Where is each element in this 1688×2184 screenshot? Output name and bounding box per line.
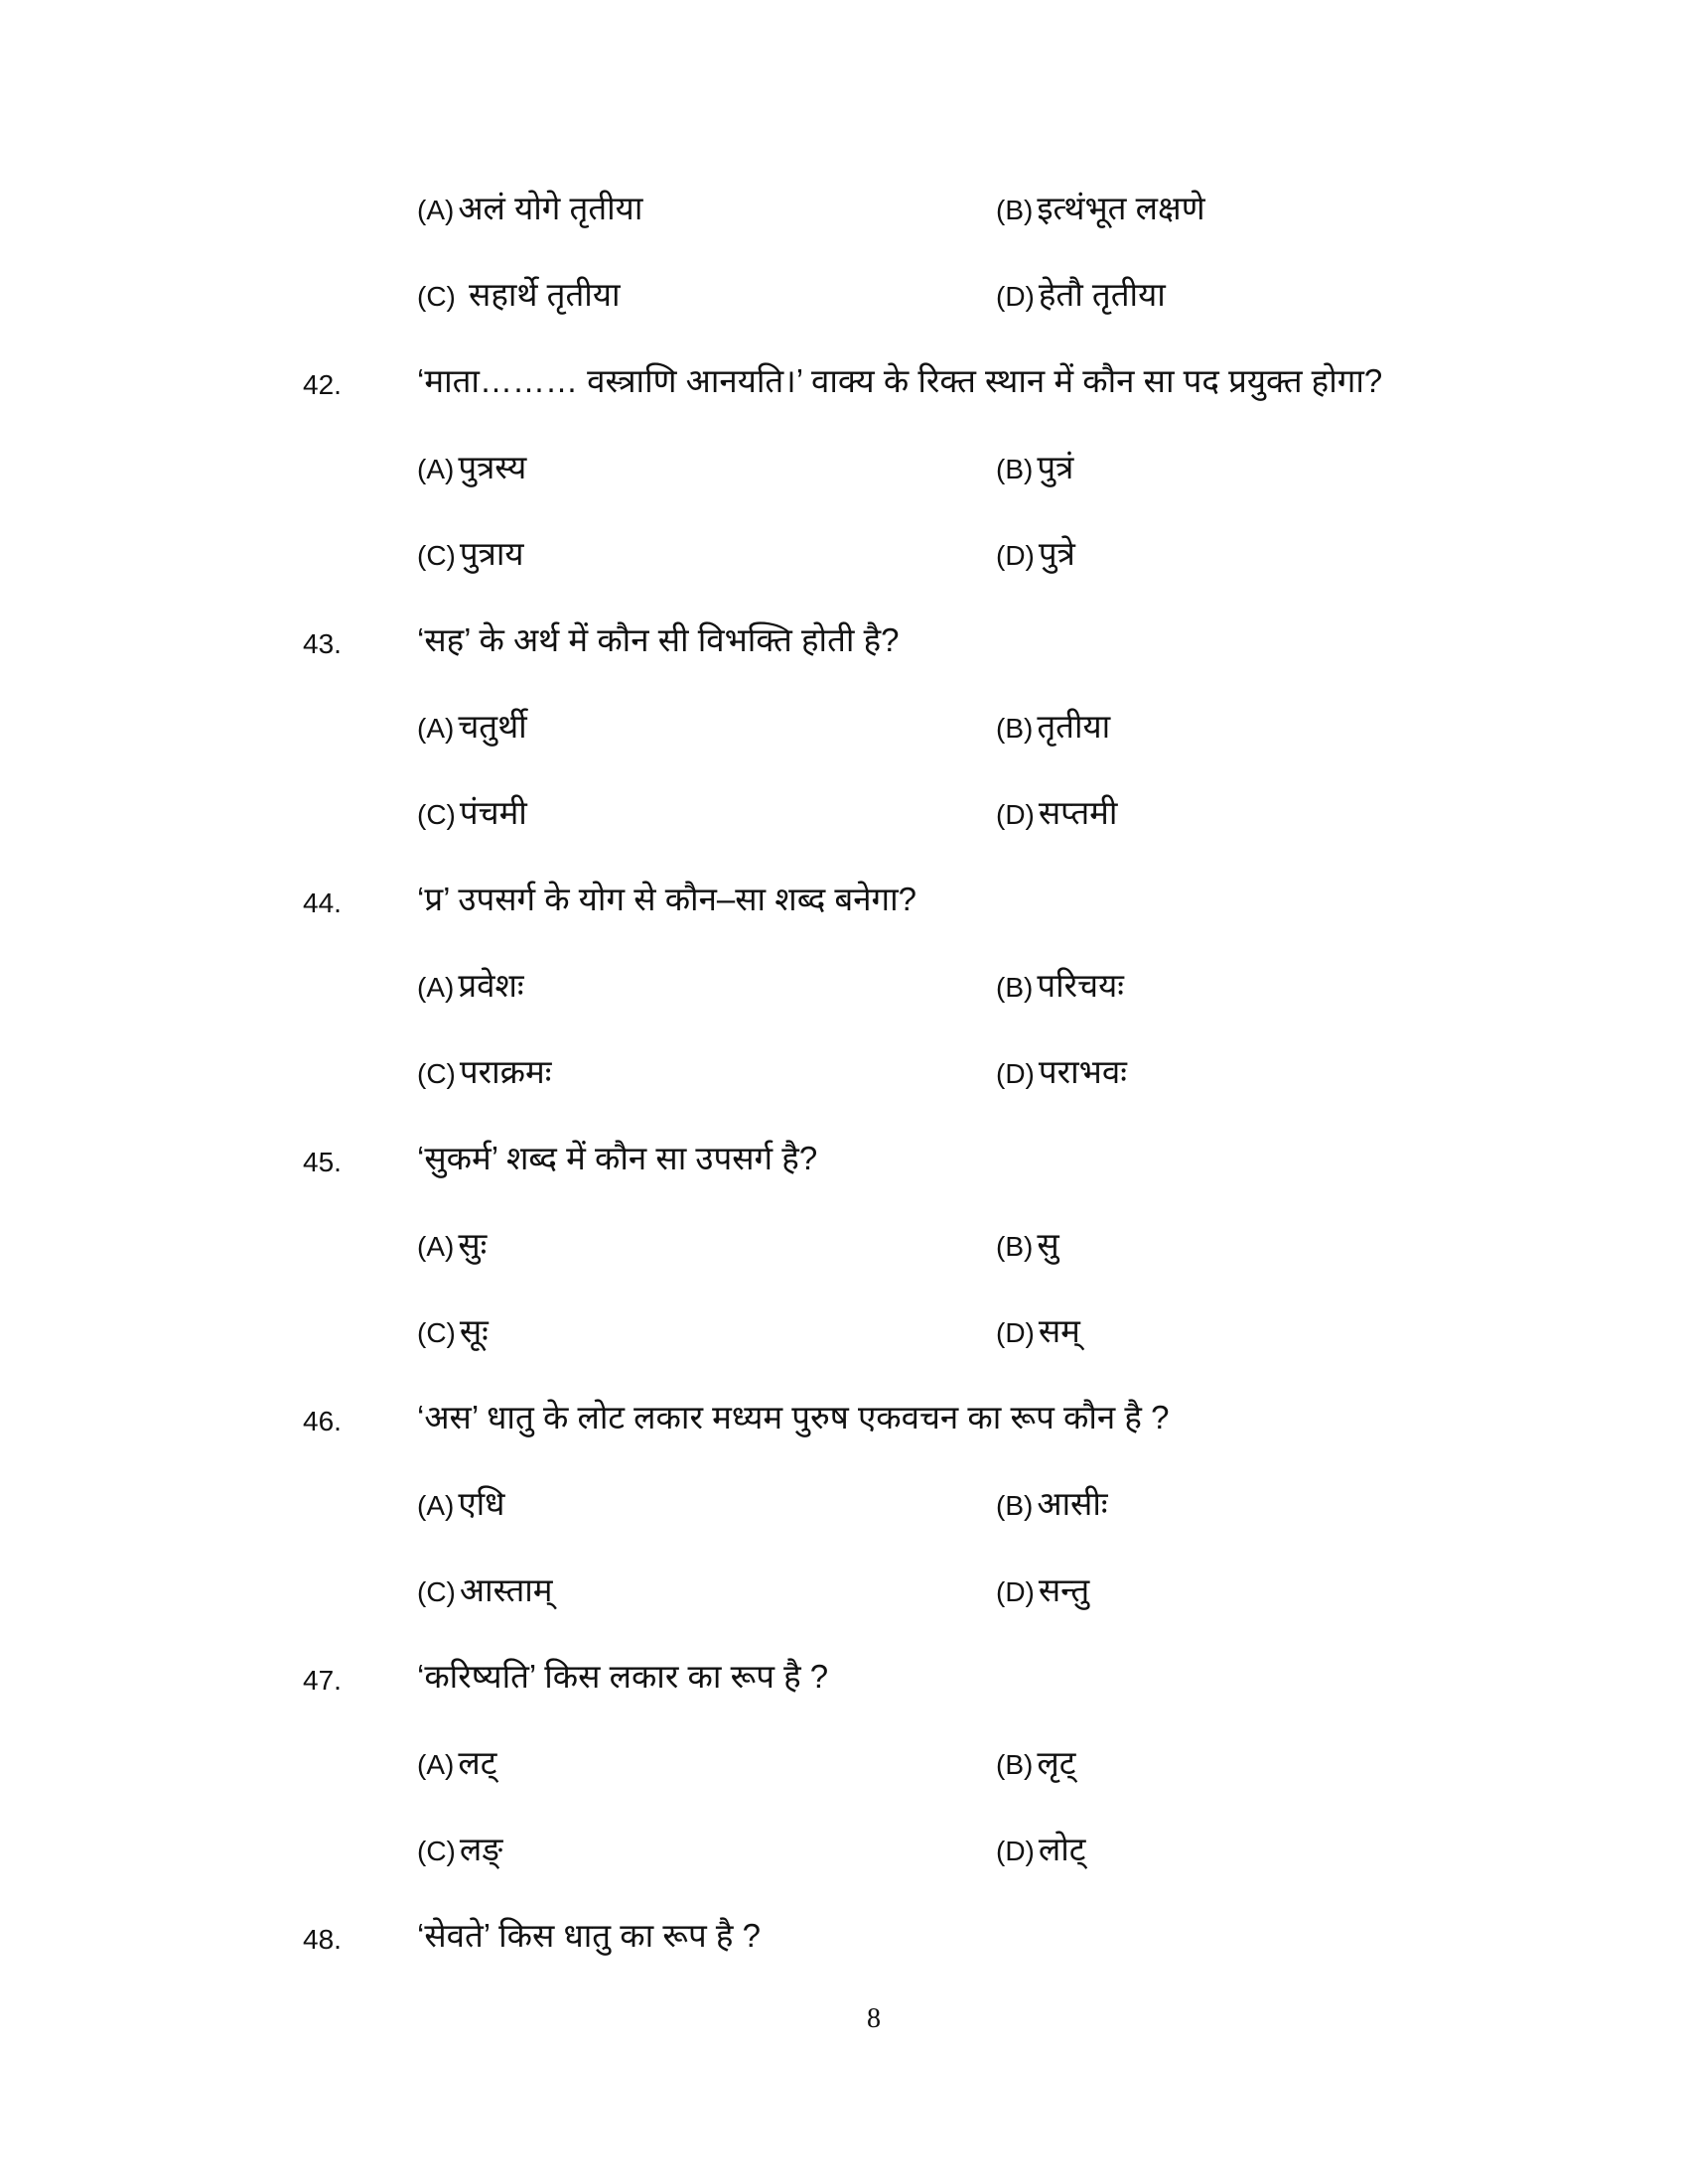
option-text: पुत्राय [459, 535, 524, 572]
option-label: (D) [996, 1576, 1035, 1607]
option-label: (B) [996, 1231, 1034, 1262]
option-label: (A) [417, 195, 455, 225]
option [996, 1719, 1075, 1808]
option-label: (A) [417, 454, 455, 484]
option-text: आस्ताम् [459, 1571, 553, 1608]
option [417, 1719, 496, 1808]
option-label: (C) [417, 540, 456, 571]
question-number: 46. [303, 1406, 342, 1436]
option [417, 1028, 551, 1117]
option-text: लट् [458, 1744, 497, 1781]
question-row [0, 1115, 1688, 1201]
option-label: (A) [417, 1749, 455, 1780]
options-row [0, 942, 1688, 1028]
option-label: (D) [996, 540, 1035, 571]
options-row [0, 1719, 1688, 1806]
options-row [0, 424, 1688, 510]
option-text: सप्तमी [1038, 794, 1118, 831]
options-row [0, 1288, 1688, 1374]
option [417, 942, 524, 1030]
question-number: 48. [303, 1924, 342, 1955]
option-text: एधि [458, 1485, 505, 1522]
option-text: पराक्रमः [459, 1053, 552, 1090]
option [996, 1460, 1108, 1549]
options-row [0, 1201, 1688, 1288]
question-row [0, 338, 1688, 424]
option-text: पुत्रस्य [458, 449, 527, 485]
question-row [0, 1892, 1688, 1979]
option-text: पुत्रे [1038, 535, 1075, 572]
question-number: 42. [303, 369, 342, 400]
option-text: लृट् [1037, 1744, 1076, 1781]
option-label: (C) [417, 1836, 456, 1866]
question-number: 47. [303, 1665, 342, 1696]
option-label: (C) [417, 799, 456, 830]
question-text: ‘माता……… वस्त्राणि आनयति।’ वाक्य के रिक्त स्थान में कौन सा पद प्रयुक्त होगा? [417, 362, 1383, 399]
option [996, 1547, 1089, 1635]
option-text: आसीः [1037, 1485, 1108, 1522]
option-label: (A) [417, 1231, 455, 1262]
option-label: (A) [417, 972, 455, 1003]
options-row [0, 165, 1688, 251]
option [996, 942, 1124, 1030]
option-text: सम् [1038, 1312, 1080, 1349]
option [996, 1201, 1059, 1290]
option [996, 165, 1205, 253]
question-text: ‘सह’ के अर्थ में कौन सी विभक्ति होती है? [417, 621, 900, 658]
option [417, 424, 526, 512]
option-text: सहार्थे तृतीया [459, 276, 621, 313]
option-label: (C) [417, 1576, 456, 1607]
options-row [0, 1028, 1688, 1115]
option-text: तृतीया [1037, 708, 1111, 745]
option-text: प्रवेशः [458, 967, 524, 1004]
option-label: (B) [996, 713, 1034, 744]
option [996, 769, 1117, 858]
option-text: सु [1037, 1226, 1059, 1263]
options-row [0, 510, 1688, 597]
option-label: (A) [417, 1490, 455, 1521]
option-text: अलं योगे तृतीया [458, 190, 643, 226]
question-row [0, 1633, 1688, 1719]
option [417, 1201, 487, 1290]
option-label: (C) [417, 281, 456, 312]
option [417, 510, 524, 599]
option-label: (B) [996, 195, 1034, 225]
option-text: सन्तु [1038, 1571, 1090, 1608]
option [417, 251, 621, 340]
question-row [0, 1374, 1688, 1460]
option [996, 1288, 1080, 1376]
options-row [0, 1547, 1688, 1633]
question-text: ‘प्र’ उपसर्ग के योग से कौन–सा शब्द बनेगा? [417, 881, 917, 917]
option-text: चतुर्थी [458, 708, 527, 745]
options-row [0, 683, 1688, 769]
option-text: परिचयः [1037, 967, 1124, 1004]
option-label: (B) [996, 1490, 1034, 1521]
option-text: लङ् [459, 1831, 503, 1867]
option-text: पराभवः [1038, 1053, 1127, 1090]
options-row [0, 1806, 1688, 1892]
option [996, 251, 1166, 340]
option [417, 1547, 553, 1635]
option-text: पुत्रं [1037, 449, 1074, 485]
option [417, 1288, 489, 1376]
option [417, 769, 527, 858]
option-label: (D) [996, 1058, 1035, 1089]
option [996, 683, 1110, 771]
option [996, 1028, 1127, 1117]
option-label: (B) [996, 1749, 1034, 1780]
option [417, 1806, 502, 1894]
option-text: पंचमी [459, 794, 527, 831]
options-row [0, 251, 1688, 338]
page-number: 8 [867, 2003, 881, 2034]
option [996, 424, 1073, 512]
option-text: सुः [458, 1226, 488, 1263]
option [417, 165, 642, 253]
option-text: सूः [459, 1312, 489, 1349]
option-label: (A) [417, 713, 455, 744]
question-number: 45. [303, 1147, 342, 1177]
question-text: ‘करिष्यति’ किस लकार का रूप है ? [417, 1658, 829, 1695]
options-row [0, 769, 1688, 856]
option-label: (C) [417, 1058, 456, 1089]
question-row [0, 856, 1688, 942]
question-row [0, 597, 1688, 683]
option [417, 683, 527, 771]
option-label: (D) [996, 281, 1035, 312]
question-text: ‘सुकर्म’ शब्द में कौन सा उपसर्ग है? [417, 1140, 818, 1176]
option-label: (B) [996, 454, 1034, 484]
option-label: (D) [996, 1836, 1035, 1866]
options-row [0, 1460, 1688, 1547]
option [417, 1460, 504, 1549]
option-label: (D) [996, 799, 1035, 830]
option-text: हेतौ तृतीया [1038, 276, 1166, 313]
option-label: (B) [996, 972, 1034, 1003]
question-number: 44. [303, 887, 342, 918]
question-number: 43. [303, 628, 342, 659]
option [996, 1806, 1085, 1894]
option [996, 510, 1075, 599]
question-text: ‘अस’ धातु के लोट लकार मध्यम पुरुष एकवचन का रूप कौन है ? [417, 1399, 1170, 1435]
option-label: (D) [996, 1317, 1035, 1348]
question-text: ‘सेवते’ किस धातु का रूप है ? [417, 1917, 761, 1954]
option-label: (C) [417, 1317, 456, 1348]
option-text: लोट् [1038, 1831, 1086, 1867]
option-text: इत्थंभूत लक्षणे [1037, 190, 1205, 226]
question-list [0, 165, 1688, 1979]
